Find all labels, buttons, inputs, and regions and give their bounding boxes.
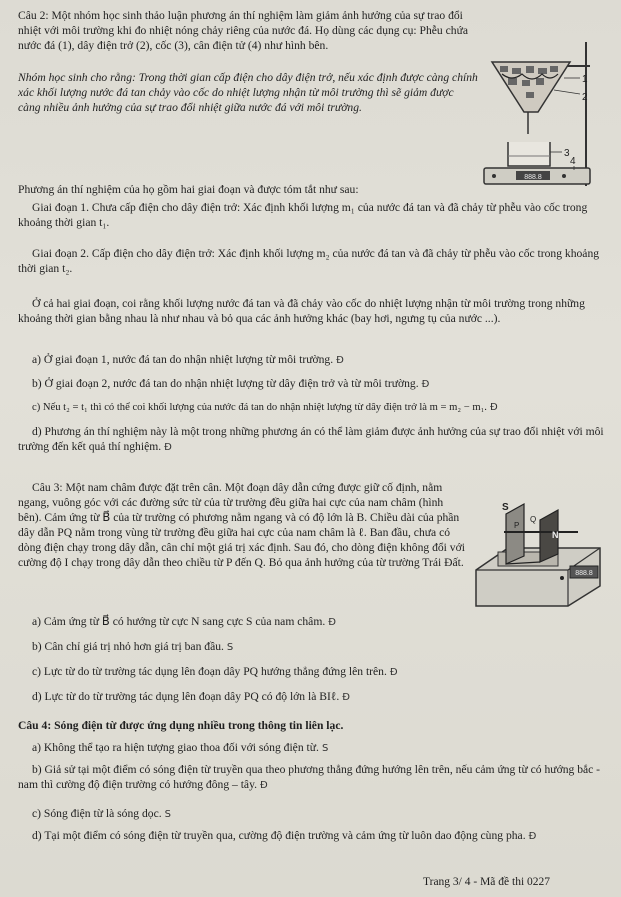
q3-mark-a: Đ (328, 617, 336, 628)
q4-statement-a-text: a) Không thể tạo ra hiện tượng giao thoa đối với sóng điện từ. (32, 741, 319, 754)
scale-button (492, 174, 496, 178)
q3-statement-b-text: b) Cân chỉ giá trị nhỏ hơn giá trị ban đầu. (32, 640, 224, 653)
q2-statement-a (32, 352, 344, 368)
q2-intro: Câu 2: Một nhóm học sinh thảo luận phương án thí nghiệm làm giảm ảnh hưởng của sự trao đổi nhiệt với môi trường khi đo nhiệt nóng chảy riêng của nước đá. Họ dùng các dụng cụ: Phễu chứa nước đá (1), dây điện trở (2), cốc (3), cân điện tử (4) như hình bên. (18, 9, 469, 52)
q3-statement-a-text: a) Cảm ứng từ B⃗ có hướng từ cực N sang cực S của nam châm. (32, 615, 326, 628)
q4-statement-d (32, 828, 536, 844)
label-q: Q (530, 515, 537, 524)
q3-mark-b: S (226, 642, 234, 653)
label-1: 1 (582, 74, 588, 85)
q4-statement-b (18, 762, 610, 793)
q3-statement-c (32, 664, 398, 680)
q3-statement-d-text: d) Lực từ do từ trường tác dụng lên đoạn dây PQ có độ lớn là BIℓ. (32, 690, 340, 703)
q2-mark-a: Đ (336, 355, 344, 366)
q2-statement-c-text: c) Nếu t₂ = t₁ thì có thể coi khối lượng của nước đá tan do nhận nhiệt lượng từ dây điện trở là m = m₂ − m₁. (32, 402, 487, 413)
label-p: P (514, 521, 520, 530)
q2-statement-a-text: a) Ở giai đoạn 1, nước đá tan do nhận nhiệt lượng từ môi trường. (32, 353, 334, 366)
label-2: 2 (582, 92, 588, 103)
scale-display: 888.8 (524, 174, 542, 181)
cup (508, 142, 550, 166)
q2-statement-b (32, 376, 429, 392)
q2-hypothesis: Nhóm học sinh cho rằng: Trong thời gian cấp điện cho dây điện trở, nếu xác định được càng chính xác khối lượng nước đá tan chảy vào cốc do nhiệt lượng nhận từ môi trường thì sẽ giảm được càng nhiều ảnh hưởng của sự trao đổi nhiệt giữa nước đá với môi trường. (18, 71, 478, 114)
q2-statement-c (32, 400, 498, 415)
balance-button (560, 576, 564, 580)
balance-display: 888.8 (575, 570, 593, 577)
q3-statement-a (32, 614, 336, 630)
q4-statement-c-text: c) Sóng điện từ là sóng dọc. (32, 807, 162, 820)
q2-statement-d (18, 424, 610, 455)
label-3: 3 (564, 148, 570, 159)
q4-intro: Câu 4: Sóng điện từ được ứng dụng nhiều trong thông tin liên lạc. (18, 719, 344, 732)
q3-statement-b (32, 639, 233, 655)
page-footer: Trang 3/ 4 - Mã đề thi 0227 (423, 876, 551, 888)
q2-figure (478, 38, 606, 190)
label-s: S (502, 502, 509, 513)
q2-stage-2: Giai đoạn 2. Cấp điện cho dây điện trở: Xác định khối lượng m₂ của nước đá tan và đã chảy từ phễu vào cốc trong khoảng thời gian t₂. (18, 247, 600, 275)
q3-statement-d (32, 689, 350, 705)
q2-statement-b-text: b) Ở giai đoạn 2, nước đá tan do nhận nhiệt lượng từ dây điện trở và từ môi trường. (32, 377, 419, 390)
q4-statement-b-text: b) Giả sử tại một điểm có sóng điện từ truyền qua theo phương thẳng đứng hướng lên trên, nếu cảm ứng từ có hướng bắc - nam thì cường độ điện trường có hướng đông – tây. (18, 763, 601, 791)
q3-statement-c-text: c) Lực từ do từ trường tác dụng lên đoạn dây PQ hướng thẳng đứng lên trên. (32, 665, 387, 678)
q4-mark-b: Đ (260, 780, 268, 791)
q2-summary: Phương án thí nghiệm của họ gồm hai giai đoạn và được tóm tắt như sau: (18, 183, 359, 196)
q4-statement-d-text: d) Tại một điểm có sóng điện từ truyền qua, cường độ điện trường và cảm ứng từ luôn dao động cùng pha. (32, 829, 526, 842)
q4-statement-c (32, 806, 171, 822)
q3-mark-c: Đ (389, 667, 398, 678)
q3-mark-d: Đ (342, 692, 351, 703)
label-n: N (552, 530, 559, 540)
q2-mark-d: Đ (164, 442, 172, 453)
q4-mark-c: S (164, 809, 171, 820)
scale-button (562, 174, 566, 178)
q4-statement-a (32, 740, 328, 756)
q2-note: Ở cả hai giai đoạn, coi rằng khối lượng nước đá tan và đã chảy vào cốc do nhiệt lượng nhận từ môi trường trong những khoảng thời gian bằng nhau là như nhau và bỏ qua các ảnh hưởng khác (bay hơi, ngưng tụ của nước ...). (18, 297, 585, 325)
q2-mark-b: Đ (421, 379, 430, 390)
label-4: 4 (570, 156, 576, 167)
q2-statement-d-text: d) Phương án thí nghiệm này là một trong những phương án có thể làm giảm được ảnh hưởng của sự trao đổi nhiệt với môi trường đến kết quả thí nghiệm. (18, 425, 604, 453)
leader-2 (554, 90, 580, 94)
q3-intro: Câu 3: Một nam châm được đặt trên cân. Một đoạn dây dẫn cứng được giữ cố định, nằm ngang, vuông góc với các đường sức từ của từ trường đều giữa hai cực của nam châm (hình bên). Cảm ứng từ B⃗ của từ trường có phương nằm ngang và có độ lớn là B. Chiều dài của phần dây dẫn PQ nằm trong vùng từ trường đều giữa hai cực của nam châm là ℓ. Ban đầu, chưa có dòng điện chạy trong dây dẫn, cân chỉ một giá trị xác định. Sau đó, cho dòng điện không đổi với cường độ I chạy trong dây dẫn theo chiều từ P đến Q. Bỏ qua ảnh hưởng của từ trường Trái Đất. (18, 481, 465, 569)
q4-mark-a: S (321, 743, 329, 754)
magnet-pole-s (506, 504, 524, 564)
q2-mark-c: Đ (489, 402, 498, 413)
q3-figure (468, 500, 608, 610)
q2-stage-1: Giai đoạn 1. Chưa cấp điện cho dây điện trở: Xác định khối lượng m₁ của nước đá tan và đã chảy từ phễu vào cốc trong khoảng thời gian t₁. (18, 201, 588, 229)
q4-mark-d: Đ (528, 831, 537, 842)
